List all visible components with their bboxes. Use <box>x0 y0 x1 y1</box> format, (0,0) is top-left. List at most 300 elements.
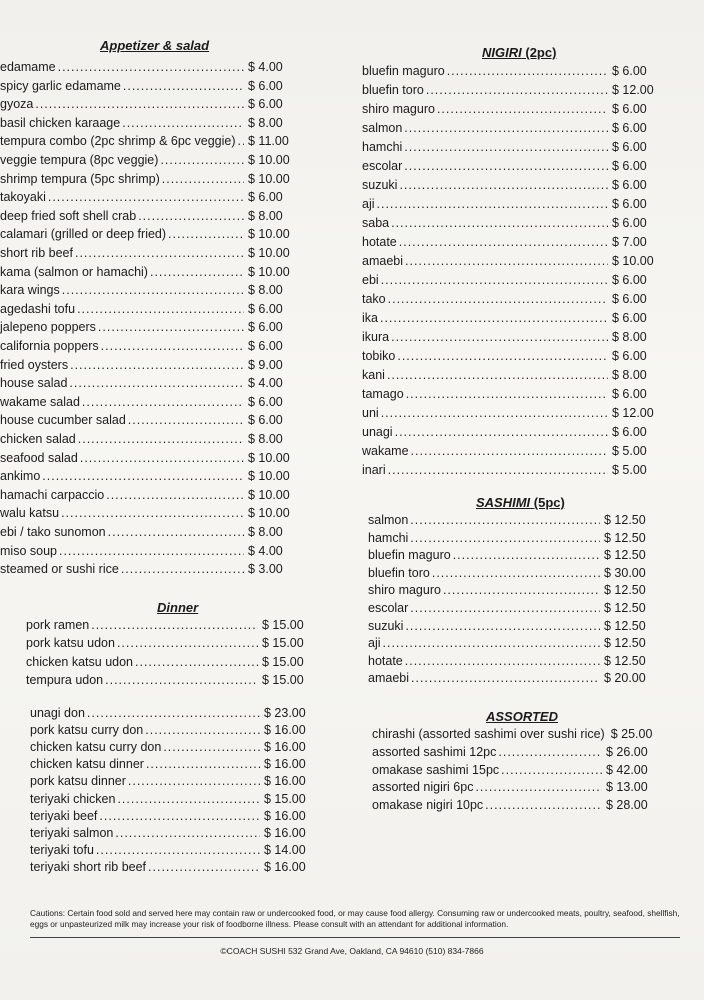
item-name: uni <box>362 406 379 420</box>
dinner-item <box>30 740 326 756</box>
dot-leader <box>70 358 244 373</box>
item-name: omakase nigiri 10pc <box>372 798 484 813</box>
dot-leader <box>388 463 608 478</box>
dot-leader <box>145 723 260 738</box>
nigiri-item <box>362 292 674 308</box>
item-name: aji <box>368 636 381 651</box>
item-name: miso soup <box>0 543 57 558</box>
item-name: teriyaki tofu <box>30 842 94 857</box>
item-name: escolar <box>368 601 409 615</box>
appetizer-item <box>0 209 310 225</box>
item-name: hotate <box>362 235 397 249</box>
item-price: $ 10.00 <box>248 171 290 186</box>
item-price: $ 11.00 <box>248 134 289 149</box>
dot-leader <box>58 60 244 75</box>
item-price: $ 16.00 <box>264 757 306 772</box>
nigiri-item <box>362 425 674 441</box>
footer-address: ©COACH SUSHI 532 Grand Ave, Oakland, CA 94610 (510) 834-7866 <box>220 946 484 956</box>
nigiri-item <box>362 406 674 422</box>
item-price: $ 10.00 <box>248 506 290 521</box>
dot-leader <box>128 413 244 428</box>
dot-leader <box>121 562 244 577</box>
item-name: shiro maguro <box>362 102 435 116</box>
dot-leader <box>395 425 608 440</box>
item-price: $ 6.00 <box>612 349 647 363</box>
item-name: edamame <box>0 60 56 74</box>
item-name: pork katsu udon <box>26 636 115 651</box>
item-price: $ 6.00 <box>612 121 647 135</box>
sashimi-item <box>368 636 666 652</box>
dot-leader <box>98 320 244 335</box>
dinner-item <box>26 673 324 689</box>
assorted-heading: ASSORTED <box>486 709 558 724</box>
dinner-item <box>30 843 326 859</box>
dot-leader <box>77 302 244 317</box>
item-price: $ 6.00 <box>248 190 283 205</box>
item-price: $ 12.00 <box>612 83 654 97</box>
dot-leader <box>404 121 608 136</box>
appetizer-item <box>0 525 310 541</box>
item-name: spicy garlic edamame <box>0 78 121 93</box>
item-price: $ 4.00 <box>248 60 283 74</box>
item-price: $ 12.50 <box>604 583 646 598</box>
dot-leader <box>82 395 244 410</box>
item-name: tempura udon <box>26 672 104 687</box>
item-price: $ 8.00 <box>612 330 647 344</box>
item-price: $ 30.00 <box>604 565 646 580</box>
nigiri-item <box>362 273 674 289</box>
item-name: ebi <box>362 273 379 287</box>
appetizer-item <box>0 339 310 355</box>
nigiri-item <box>362 140 674 156</box>
dot-leader <box>453 548 600 563</box>
dot-leader <box>404 140 608 155</box>
item-price: $ 6.00 <box>248 394 283 409</box>
item-price: $ 10.00 <box>248 153 290 167</box>
appetizer-item <box>0 395 310 411</box>
appetizer-item <box>0 506 310 522</box>
item-name: escolar <box>362 159 403 173</box>
dot-leader <box>162 172 244 187</box>
item-name: kani <box>362 368 385 382</box>
appetizer-item <box>0 227 310 243</box>
item-name: teriyaki beef <box>30 808 98 823</box>
item-price: $ 16.00 <box>264 774 306 789</box>
item-price: $ 10.00 <box>248 264 290 279</box>
item-price: $ 4.00 <box>248 376 283 391</box>
dot-leader <box>105 673 258 688</box>
item-price: $ 15.00 <box>262 654 304 669</box>
item-name: house salad <box>0 376 68 391</box>
nigiri-heading-suffix: (2pc) <box>525 45 557 60</box>
item-name: california poppers <box>0 339 99 353</box>
item-price: $ 8.00 <box>248 115 283 130</box>
item-price: $ 6.00 <box>248 78 283 93</box>
dot-leader <box>69 376 244 391</box>
dot-leader <box>150 265 244 280</box>
nigiri-item <box>362 216 674 232</box>
dot-leader <box>138 209 244 224</box>
item-price: $ 26.00 <box>606 744 648 759</box>
item-price: $ 6.00 <box>248 320 283 335</box>
item-price: $ 16.00 <box>264 723 306 738</box>
dinner-item <box>30 860 326 876</box>
item-price: $ 8.00 <box>612 368 647 382</box>
item-price: $ 6.00 <box>612 273 647 287</box>
item-name: suzuki <box>368 618 404 633</box>
dinner-item <box>26 618 324 634</box>
item-name: wakame <box>362 444 409 458</box>
appetizer-item <box>0 469 310 485</box>
item-name: assorted nigiri 6pc <box>372 780 474 795</box>
nigiri-item <box>362 349 674 365</box>
item-price: $ 5.00 <box>612 463 647 477</box>
dot-leader <box>391 216 608 231</box>
sashimi-item <box>368 654 666 670</box>
appetizer-item <box>0 544 310 560</box>
item-price: $ 6.00 <box>248 339 283 353</box>
dinner-item <box>30 826 326 842</box>
item-price: $ 10.00 <box>248 450 290 465</box>
item-price: $ 6.00 <box>248 97 283 112</box>
nigiri-item <box>362 102 674 118</box>
item-price: $ 8.00 <box>248 283 283 298</box>
item-name: house cucumber salad <box>0 413 126 428</box>
item-price: $ 25.00 <box>610 727 653 741</box>
dot-leader <box>383 636 600 651</box>
dot-leader <box>388 292 608 307</box>
assorted-item <box>372 745 668 761</box>
item-price: $ 12.50 <box>604 618 646 633</box>
dot-leader <box>443 583 600 598</box>
item-price: $ 6.00 <box>612 140 647 154</box>
dot-leader <box>106 488 244 503</box>
dot-leader <box>432 566 600 581</box>
item-name: chicken katsu udon <box>26 654 134 669</box>
item-name: bluefin maguro <box>368 548 451 563</box>
item-name: shiro maguro <box>368 583 441 598</box>
item-name: kama (salmon or hamachi) <box>0 264 148 279</box>
item-price: $ 6.00 <box>612 425 647 439</box>
item-price: $ 15.00 <box>262 672 304 687</box>
item-price: $ 4.00 <box>248 543 283 558</box>
nigiri-item <box>362 235 674 251</box>
dot-leader <box>117 792 260 807</box>
dot-leader <box>75 246 244 261</box>
sashimi-heading-suffix: (5pc) <box>533 495 565 510</box>
item-name: unagi don <box>30 706 85 720</box>
dot-leader <box>123 79 244 94</box>
item-name: ebi / tako sunomon <box>0 525 106 539</box>
item-name: omakase sashimi 15pc <box>372 762 500 777</box>
item-name: chicken salad <box>0 432 76 446</box>
dinner-item <box>26 636 324 652</box>
item-price: $ 16.00 <box>264 808 306 823</box>
appetizer-item <box>0 153 310 169</box>
item-price: $ 5.00 <box>612 444 647 458</box>
dot-leader <box>447 64 608 79</box>
item-name: amaebi <box>362 254 403 268</box>
item-price: $ 6.00 <box>248 301 283 316</box>
item-price: $ 12.50 <box>604 601 646 615</box>
item-name: chirashi (assorted sashimi over sushi rice) <box>372 727 605 741</box>
dot-leader <box>498 745 602 760</box>
dot-leader <box>377 197 608 212</box>
item-name: salmon <box>362 121 403 135</box>
item-name: hamchi <box>368 530 409 545</box>
appetizer-item <box>0 413 310 429</box>
item-price: $ 12.00 <box>612 406 654 420</box>
item-name: basil chicken karaage <box>0 115 121 130</box>
item-name: unagi <box>362 425 393 439</box>
item-name: pork katsu curry don <box>30 723 144 738</box>
item-price: $ 6.00 <box>612 387 647 401</box>
item-name: bluefin maguro <box>362 64 445 78</box>
dot-leader <box>404 159 608 174</box>
appetizer-item <box>0 320 310 336</box>
item-name: chicken katsu curry don <box>30 740 162 755</box>
nigiri-item <box>362 368 674 384</box>
dot-leader <box>148 860 260 875</box>
dot-leader <box>501 763 602 778</box>
item-price: $ 9.00 <box>248 357 283 372</box>
appetizer-item <box>0 246 310 262</box>
item-price: $ 16.00 <box>264 740 306 755</box>
appetizer-item <box>0 376 310 392</box>
item-name: gyoza <box>0 97 34 112</box>
item-name: tako <box>362 292 386 306</box>
appetizer-item <box>0 562 310 578</box>
appetizer-item <box>0 302 310 318</box>
item-name: pork ramen <box>26 618 90 632</box>
item-name: ikura <box>362 330 390 344</box>
item-name: veggie tempura (8pc veggie) <box>0 153 159 167</box>
item-price: $ 14.00 <box>264 842 306 857</box>
dot-leader <box>146 757 260 772</box>
item-price: $ 8.00 <box>248 525 283 539</box>
nigiri-item <box>362 178 674 194</box>
item-price: $ 10.00 <box>248 469 290 484</box>
item-price: $ 6.00 <box>612 311 647 325</box>
assorted-item <box>372 780 668 796</box>
item-name: walu katsu <box>0 506 60 521</box>
item-price: $ 10.00 <box>248 487 290 502</box>
item-name: wakame salad <box>0 394 80 409</box>
dinner-item <box>30 774 326 790</box>
assorted-item <box>372 763 668 779</box>
item-price: $ 12.50 <box>604 513 646 527</box>
sashimi-item <box>368 548 666 564</box>
item-name: aji <box>362 197 375 211</box>
assorted-item <box>372 798 668 814</box>
dot-leader <box>101 339 244 354</box>
dot-leader <box>475 780 602 795</box>
dot-leader <box>406 387 608 402</box>
dot-leader <box>437 102 608 117</box>
item-price: $ 10.00 <box>248 227 290 242</box>
item-price: $ 6.00 <box>612 64 647 78</box>
item-price: $ 12.50 <box>604 548 646 563</box>
dot-leader <box>426 83 608 98</box>
dot-leader <box>405 254 608 269</box>
item-name: hamchi <box>362 140 403 154</box>
item-name: steamed or sushi rice <box>0 562 119 577</box>
dot-leader <box>42 469 244 484</box>
dot-leader <box>122 116 244 131</box>
appetizer-item <box>0 488 310 504</box>
sashimi-item <box>368 601 666 617</box>
item-price: $ 12.50 <box>604 530 646 545</box>
sashimi-item <box>368 513 666 529</box>
dot-leader <box>405 654 600 669</box>
appetizer-item <box>0 432 310 448</box>
appetizer-item <box>0 79 310 95</box>
dot-leader <box>117 636 258 651</box>
dot-leader <box>391 330 608 345</box>
dot-leader <box>381 406 608 421</box>
item-name: ankimo <box>0 469 41 484</box>
item-price: $ 28.00 <box>606 798 648 813</box>
sashimi-item <box>368 671 666 687</box>
item-price: $ 12.50 <box>604 653 646 668</box>
dot-leader <box>59 544 244 559</box>
dot-leader <box>168 227 244 242</box>
item-price: $ 7.00 <box>612 235 647 249</box>
caution-note: Cautions: Certain food sold and served here may contain raw or undercooked food, or may cause food allergy. Consuming raw or undercooked meats, poultry, seafood, shellfish, eggs or unpasteurized milk may increase your risk of foodborne illness. Please consult with an attendant for additional information. <box>30 908 680 929</box>
sashimi-item <box>368 531 666 547</box>
dot-leader <box>96 843 260 858</box>
item-name: amaebi <box>368 671 409 686</box>
item-name: tempura combo (2pc shrimp & 6pc veggie) <box>0 134 236 149</box>
assorted-item <box>372 727 668 743</box>
appetizer-heading: Appetizer & salad <box>100 38 210 53</box>
dot-leader <box>128 774 260 789</box>
item-name: bluefin toro <box>362 83 424 97</box>
item-name: deep fried soft shell crab <box>0 208 137 223</box>
dinner-item <box>30 792 326 808</box>
item-price: $ 15.00 <box>262 636 304 651</box>
item-name: hotate <box>368 653 403 668</box>
item-name: teriyaki chicken <box>30 791 116 806</box>
item-price: $ 6.00 <box>612 159 647 173</box>
item-name: kara wings <box>0 283 60 298</box>
item-price: $ 3.00 <box>248 562 283 577</box>
dot-leader <box>387 368 608 383</box>
dot-leader <box>61 506 244 521</box>
dot-leader <box>410 601 600 616</box>
item-name: seafood salad <box>0 450 78 465</box>
dot-leader <box>48 190 244 205</box>
nigiri-item <box>362 197 674 213</box>
item-price: $ 42.00 <box>606 762 648 777</box>
sashimi-item <box>368 566 666 582</box>
appetizer-item <box>0 358 310 374</box>
dot-leader <box>91 618 258 633</box>
nigiri-item <box>362 254 674 270</box>
item-name: saba <box>362 216 390 230</box>
item-price: $ 6.00 <box>612 102 647 116</box>
dinner-heading: Dinner <box>157 600 199 615</box>
dinner-item <box>30 706 326 722</box>
dot-leader <box>485 798 602 813</box>
dot-leader <box>108 525 244 540</box>
item-name: shrimp tempura (5pc shrimp) <box>0 171 160 186</box>
footer-divider <box>30 937 680 938</box>
nigiri-item <box>362 463 674 479</box>
dot-leader <box>87 706 260 721</box>
item-price: $ 6.00 <box>612 292 647 306</box>
item-name: inari <box>362 463 386 477</box>
item-name: short rib beef <box>0 246 73 260</box>
appetizer-item <box>0 172 310 188</box>
item-price: $ 16.00 <box>264 859 306 874</box>
dot-leader <box>405 619 600 634</box>
dinner-item <box>30 723 326 739</box>
item-name: tamago <box>362 387 404 401</box>
item-price: $ 13.00 <box>606 780 648 795</box>
dot-leader <box>410 531 600 546</box>
nigiri-item <box>362 121 674 137</box>
item-price: $ 6.00 <box>612 216 647 230</box>
dinner-item <box>30 757 326 773</box>
dot-leader <box>135 655 258 670</box>
appetizer-item <box>0 451 310 467</box>
item-price: $ 10.00 <box>248 246 290 260</box>
dot-leader <box>399 235 608 250</box>
item-price: $ 12.50 <box>604 636 646 651</box>
appetizer-item <box>0 60 310 76</box>
dot-leader <box>381 273 608 288</box>
dot-leader <box>411 444 608 459</box>
item-price: $ 10.00 <box>612 254 654 268</box>
appetizer-item <box>0 190 310 206</box>
item-name: chicken katsu dinner <box>30 757 144 772</box>
dot-leader <box>78 432 244 447</box>
sashimi-heading-title: SASHIMI <box>476 495 531 510</box>
nigiri-item <box>362 311 674 327</box>
sashimi-item <box>368 619 666 635</box>
item-name: takoyaki <box>0 190 46 205</box>
sashimi-heading <box>476 495 565 510</box>
item-name: hamachi carpaccio <box>0 487 105 502</box>
dinner-item <box>30 809 326 825</box>
appetizer-item <box>0 116 310 132</box>
item-name: teriyaki salmon <box>30 825 114 840</box>
sashimi-item <box>368 583 666 599</box>
nigiri-item <box>362 330 674 346</box>
item-price: $ 6.00 <box>612 178 647 192</box>
item-price: $ 8.00 <box>248 432 283 446</box>
item-name: pork katsu dinner <box>30 774 126 789</box>
dot-leader <box>35 97 244 112</box>
appetizer-item <box>0 283 310 299</box>
item-name: teriyaki short rib beef <box>30 859 147 874</box>
dot-leader <box>410 513 600 528</box>
dot-leader <box>163 740 260 755</box>
nigiri-heading-title: NIGIRI <box>482 45 522 60</box>
nigiri-item <box>362 387 674 403</box>
item-price: $ 15.00 <box>264 791 306 806</box>
dot-leader <box>62 283 244 298</box>
item-name: assorted sashimi 12pc <box>372 744 497 759</box>
item-name: fried oysters <box>0 357 69 372</box>
item-price: $ 20.00 <box>604 671 646 686</box>
item-name: suzuki <box>362 178 398 192</box>
item-name: agedashi tofu <box>0 301 76 316</box>
item-price: $ 6.00 <box>612 197 647 211</box>
item-name: jalepeno poppers <box>0 320 96 335</box>
item-name: salmon <box>368 513 409 527</box>
